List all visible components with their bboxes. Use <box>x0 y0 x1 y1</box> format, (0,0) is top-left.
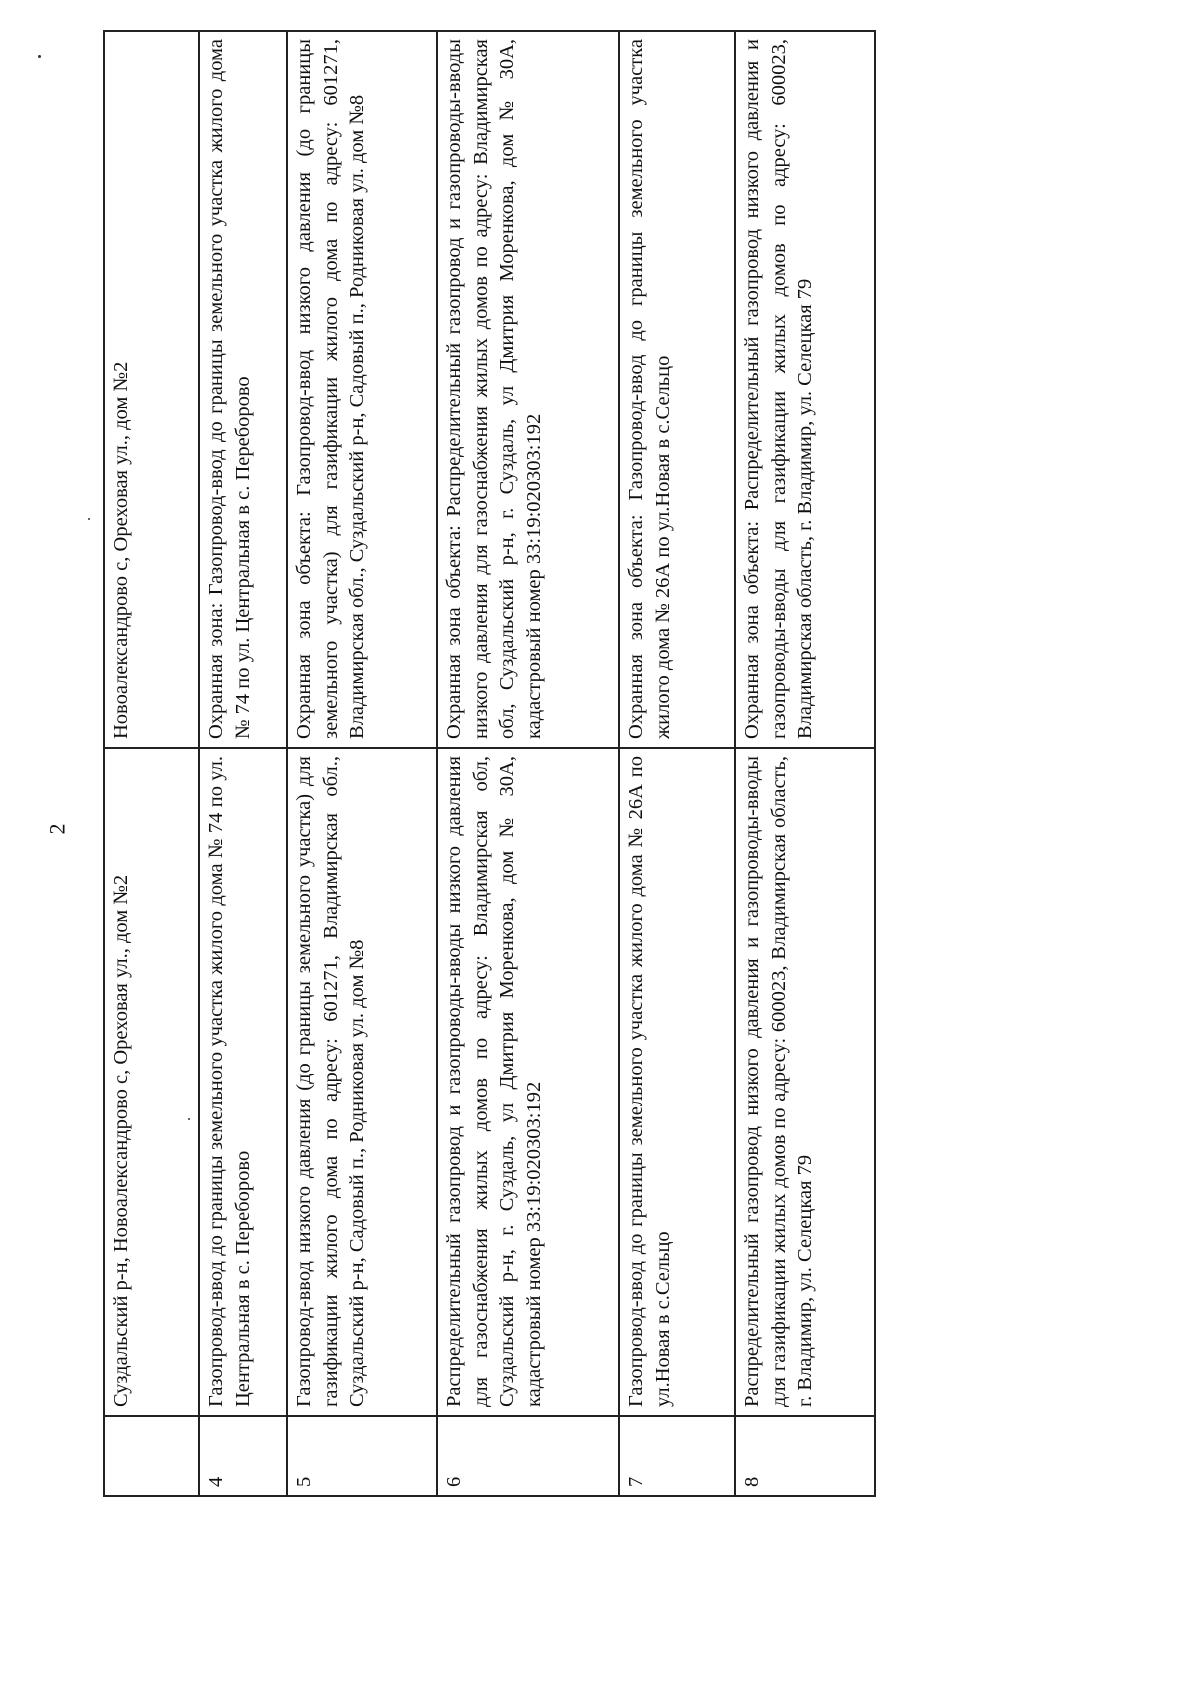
table-row <box>199 31 287 1496</box>
object-cell: Газопровод-ввод до границы земельного участка жилого дома № 26А по ул.Новая в с.Сельцо <box>619 748 735 1416</box>
object-cell: Распределительный газопровод низкого давления и газопроводы-вводы для газификации жилых домов по адресу: 600023, Владимирская область, г. Владимир, ул. Селецкая 79 <box>735 748 875 1416</box>
table-container <box>103 32 874 1497</box>
table-row <box>104 31 199 1496</box>
protection-zone-cell: Охранная зона: Газопровод-ввод до границы земельного участка жилого дома № 74 по ул. Центральная в с. Переборово <box>199 31 287 748</box>
object-cell: Газопровод-ввод низкого давления (до границы земельного участка) для газификации жилого дома по адресу: 601271, Владимирская обл., Суздальский р-н, Садовый п., Родниковая ул. дом №8 <box>287 748 437 1416</box>
table-row <box>437 31 619 1496</box>
protection-zone-cell: Новоалександрово с, Ореховая ул., дом №2 <box>104 31 199 748</box>
object-cell: Распределительный газопровод и газопроводы-вводы низкого давления для газоснабжения жилых домов по адресу: Владимирская обл, Суздальский р-н, г. Суздаль, ул Дмитрия Моренкова, дом № 30А, кадастровый номер 33:19:020303:192 <box>437 748 619 1416</box>
scan-speck <box>38 55 41 58</box>
table-row <box>735 31 875 1496</box>
row-number-cell: 6 <box>437 1416 619 1496</box>
page-number: 2 <box>44 823 70 835</box>
protection-zone-cell: Охранная зона объекта: Распределительный газопровод и газопроводы-вводы низкого давления для газоснабжения жилых домов по адресу: Владимирская обл, Суздальский р-н, г. Суздаль, ул Дмитрия Моренкова, дом № 30А, кадастровый номер 33:19:020303:192 <box>437 31 619 748</box>
protection-zone-cell: Охранная зона объекта: Газопровод-ввод низкого давления (до границы земельного участка) для газификации жилого дома по адресу: 601271, Владимирская обл., Суздальский р-н, Садовый п., Родниковая ул. дом №8 <box>287 31 437 748</box>
table-row <box>287 31 437 1496</box>
scan-speck <box>88 518 90 520</box>
protection-zone-cell: Охранная зона объекта: Газопровод-ввод до границы земельного участка жилого дома № 26А по ул.Новая в с.Сельцо <box>619 31 735 748</box>
object-cell: Суздальский р-н, Новоалександрово с, Ореховая ул., дом №2 <box>104 748 199 1416</box>
object-cell: Газопровод-ввод до границы земельного участка жилого дома № 74 по ул. Центральная в с. Переборово <box>199 748 287 1416</box>
protection-zone-cell: Охранная зона объекта: Распределительный газопровод низкого давления и газопроводы-вводы для газификации жилых домов по адресу: 600023, Владимирская область, г. Владимир, ул. Селецкая 79 <box>735 31 875 748</box>
row-number-cell <box>104 1416 199 1496</box>
gas-pipeline-table <box>103 30 876 1497</box>
row-number-cell: 7 <box>619 1416 735 1496</box>
row-number-cell: 5 <box>287 1416 437 1496</box>
table-row <box>619 31 735 1496</box>
row-number-cell: 4 <box>199 1416 287 1496</box>
row-number-cell: 8 <box>735 1416 875 1496</box>
